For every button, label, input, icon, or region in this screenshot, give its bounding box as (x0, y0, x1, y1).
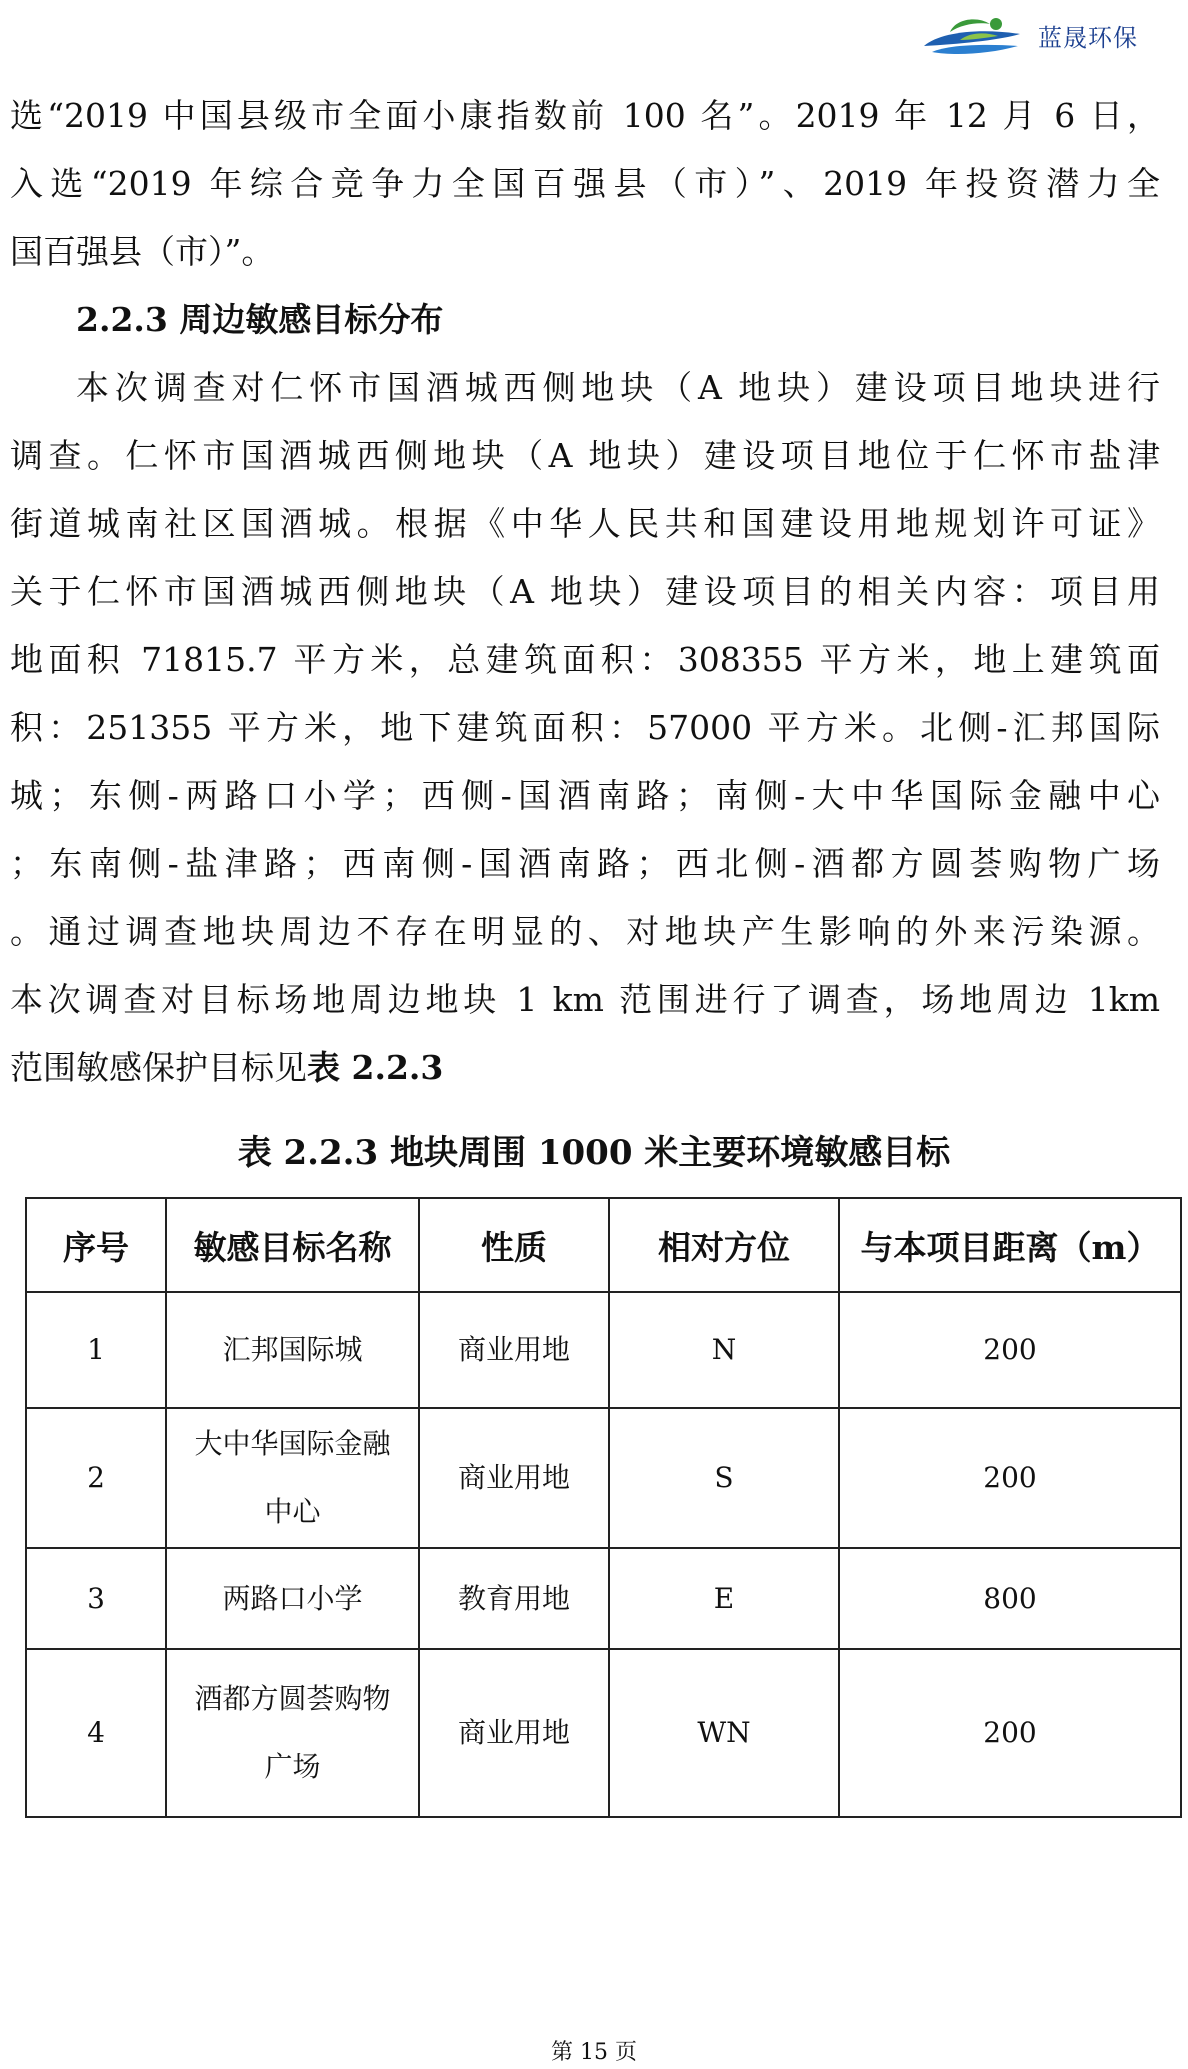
name-line: 两路口小学 (222, 1581, 363, 1615)
table-row (26, 1292, 1181, 1408)
text-line: 街道城南社区国酒城。根据《中华人民共和国建设用地规划许可证》 (10, 504, 1160, 543)
column-header: 序号 (26, 1198, 166, 1292)
text-line: 入选“2019 年综合竞争力全国百强县（市）”、2019 年投资潜力全 (10, 164, 1160, 203)
text-segment: 范围敏感保护目标见 (10, 1048, 307, 1087)
text-line: 国百强县（市）”。 (10, 232, 275, 271)
cell-name (166, 1292, 419, 1408)
cell-type: 商业用地 (419, 1408, 609, 1548)
cell-direction: E (609, 1548, 839, 1649)
table-row (26, 1548, 1181, 1649)
cell-distance: 800 (839, 1548, 1181, 1649)
text-line: ；东南侧-盐津路；西南侧-国酒南路；西北侧-酒都方圆荟购物广场 (10, 844, 1160, 883)
table-header-row (26, 1198, 1181, 1292)
body-text (10, 82, 1160, 1102)
text-line: 积：251355 平方米，地下建筑面积：57000 平方米。北侧-汇邦国际 (10, 708, 1160, 747)
text-line: 。通过调查地块周边不存在明显的、对地块产生影响的外来污染源。 (10, 912, 1160, 951)
cell-direction: N (609, 1292, 839, 1408)
column-header: 相对方位 (609, 1198, 839, 1292)
cell-distance: 200 (839, 1408, 1181, 1548)
name-line: 酒都方圆荟购物 (194, 1682, 391, 1715)
text-line: 城；东侧-两路口小学；西侧-国酒南路；南侧-大中华国际金融中心 (10, 776, 1160, 815)
text-line: 地面积 71815.7 平方米，总建筑面积：308355 平方米，地上建筑面 (10, 640, 1160, 679)
paragraph-ranking (10, 82, 1160, 286)
name-line: 广场 (264, 1750, 321, 1783)
column-header: 性质 (419, 1198, 609, 1292)
name-line: 大中华国际金融 (194, 1427, 391, 1460)
cell-type: 商业用地 (419, 1292, 609, 1408)
text-line: 本次调查对目标场地周边地块 1 km 范围进行了调查，场地周边 1km (10, 980, 1160, 1019)
cell-no: 1 (26, 1292, 166, 1408)
page-header (920, 10, 1138, 60)
name-line: 中心 (264, 1495, 321, 1528)
text-line: 调查。仁怀市国酒城西侧地块（A 地块）建设项目地位于仁怀市盐津 (10, 436, 1160, 475)
paragraph-survey (10, 354, 1160, 1102)
cell-name (166, 1649, 419, 1817)
text-line: 关于仁怀市国酒城西侧地块（A 地块）建设项目的相关内容：项目用 (10, 572, 1160, 611)
name-line: 汇邦国际城 (222, 1333, 363, 1366)
cell-no: 3 (26, 1548, 166, 1649)
table-title: 表 2.2.3 地块周围 1000 米主要环境敏感目标 (237, 1133, 951, 1173)
cell-name (166, 1548, 419, 1649)
company-logo (920, 10, 1030, 60)
cell-distance: 200 (839, 1649, 1181, 1817)
cell-name (166, 1408, 419, 1548)
table-row (26, 1649, 1181, 1817)
cell-direction: S (609, 1408, 839, 1548)
cell-type: 教育用地 (419, 1548, 609, 1649)
sensitive-targets-table (25, 1197, 1182, 1818)
text-line (10, 1034, 1160, 1102)
column-header: 与本项目距离（m） (839, 1198, 1181, 1292)
text-line: 本次调查对仁怀市国酒城西侧地块（A 地块）建设项目地块进行 (76, 368, 1160, 407)
table-reference: 表 2.2.3 (307, 1048, 444, 1087)
page-number: 第 15 页 (551, 2040, 637, 2065)
cell-type: 商业用地 (419, 1649, 609, 1817)
cell-no: 2 (26, 1408, 166, 1548)
text-line: 选“2019 中国县级市全面小康指数前 100 名”。2019 年 12 月 6 日， (10, 96, 1160, 135)
table-row (26, 1408, 1181, 1548)
brand-name: 蓝晟环保 (1038, 23, 1138, 52)
cell-no: 4 (26, 1649, 166, 1817)
cell-distance: 200 (839, 1292, 1181, 1408)
cell-direction: WN (609, 1649, 839, 1817)
section-heading: 2.2.3 周边敏感目标分布 (76, 300, 444, 339)
column-header: 敏感目标名称 (166, 1198, 419, 1292)
